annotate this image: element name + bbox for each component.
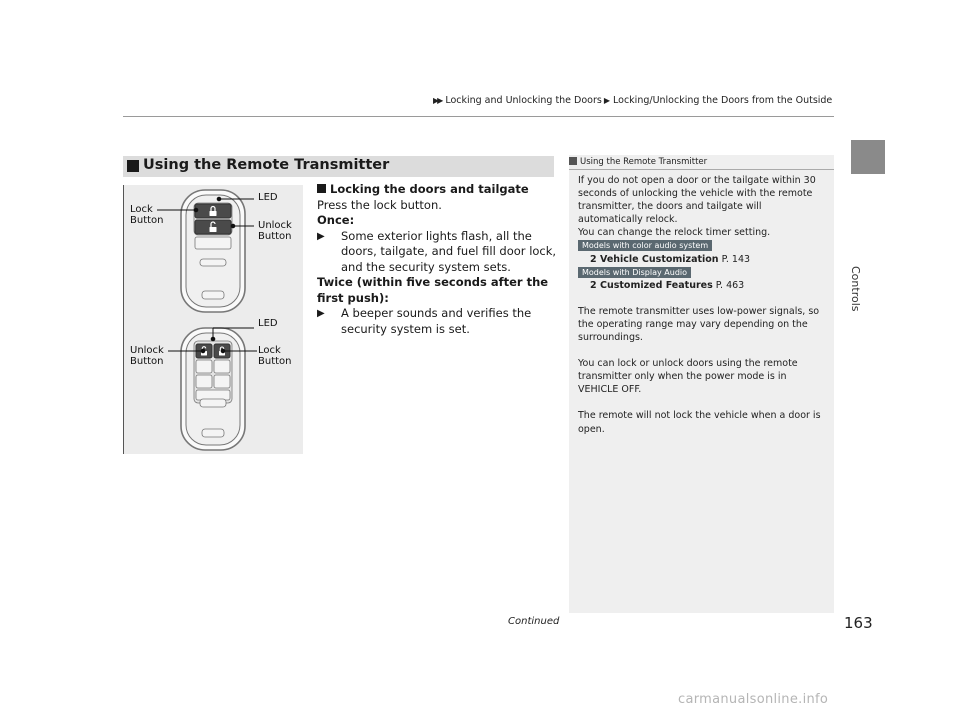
- breadcrumb-item: Locking and Unlocking the Doors: [445, 95, 602, 106]
- cross-reference-link[interactable]: 2 Customized Features P. 463: [590, 279, 745, 291]
- key-fob-top: [181, 190, 245, 312]
- list-item: ▶ Some exterior lights flash, all the doors, tailgate, and fuel fill door lock, and the security system sets.: [317, 228, 557, 274]
- note-rule: [569, 169, 834, 170]
- lock-button-label: Lock Button: [130, 204, 164, 226]
- note-paragraph: You can lock or unlock doors using the remote transmitter only when the power mode is in VEHICLE OFF.: [578, 358, 798, 396]
- square-bullet-icon: [317, 184, 326, 193]
- header-rule: [123, 116, 834, 117]
- double-arrow-icon: ▶▶: [433, 96, 442, 105]
- section-title: Using the Remote Transmitter: [143, 157, 390, 173]
- subsection-heading: Locking the doors and tailgate: [317, 182, 557, 198]
- note-paragraph: If you do not open a door or the tailgate within 30 seconds of unlocking the vehicle with the remote transmitter, the doors and tailgate will automatically relock.: [578, 175, 816, 226]
- arrow-icon: ▶: [603, 96, 611, 105]
- page-number: 163: [844, 614, 873, 632]
- note-heading: Using the Remote Transmitter: [569, 157, 707, 167]
- unlock-button-label: Unlock Button: [258, 220, 292, 242]
- reference-arrow-icon: 2: [590, 253, 597, 265]
- chevron-right-icon: ▶: [317, 230, 325, 242]
- note-paragraph: You can change the relock timer setting.: [578, 227, 771, 239]
- watermark: carmanualsonline.info: [678, 692, 829, 707]
- note-icon: [569, 157, 577, 165]
- led-label: LED: [258, 318, 278, 329]
- key-fob-bottom: [181, 328, 245, 450]
- model-badge: Models with Display Audio: [578, 267, 691, 278]
- note-paragraph: The remote will not lock the vehicle when a door is open.: [578, 410, 821, 435]
- twice-label: Twice (within five seconds after the first push):: [317, 275, 549, 305]
- section-header: [123, 156, 554, 177]
- model-badge: Models with color audio system: [578, 240, 712, 251]
- lock-button-label: Lock Button: [258, 345, 292, 367]
- remote-transmitter-figure: [123, 185, 303, 454]
- intro-text: Press the lock button.: [317, 197, 442, 212]
- chevron-right-icon: ▶: [317, 308, 325, 319]
- reference-arrow-icon: 2: [590, 279, 597, 291]
- led-label: LED: [258, 192, 278, 203]
- breadcrumb: [433, 95, 832, 106]
- once-label: Once:: [317, 213, 355, 227]
- note-body: [578, 174, 826, 436]
- square-bullet-icon: [127, 160, 139, 172]
- note-paragraph: The remote transmitter uses low-power signals, so the operating range may vary depending on the surroundings.: [578, 305, 820, 344]
- chapter-tab-marker: [851, 140, 885, 174]
- unlock-button-label: Unlock Button: [130, 345, 164, 367]
- chapter-tab-label: Controls: [849, 266, 862, 312]
- list-item: ▶ A beeper sounds and verifies the security system is set.: [317, 306, 532, 336]
- breadcrumb-item: Locking/Unlocking the Doors from the Outside: [613, 95, 833, 106]
- continued-label: Continued: [508, 616, 560, 627]
- cross-reference-link[interactable]: 2 Vehicle Customization P. 143: [590, 253, 751, 265]
- main-content: [317, 182, 557, 337]
